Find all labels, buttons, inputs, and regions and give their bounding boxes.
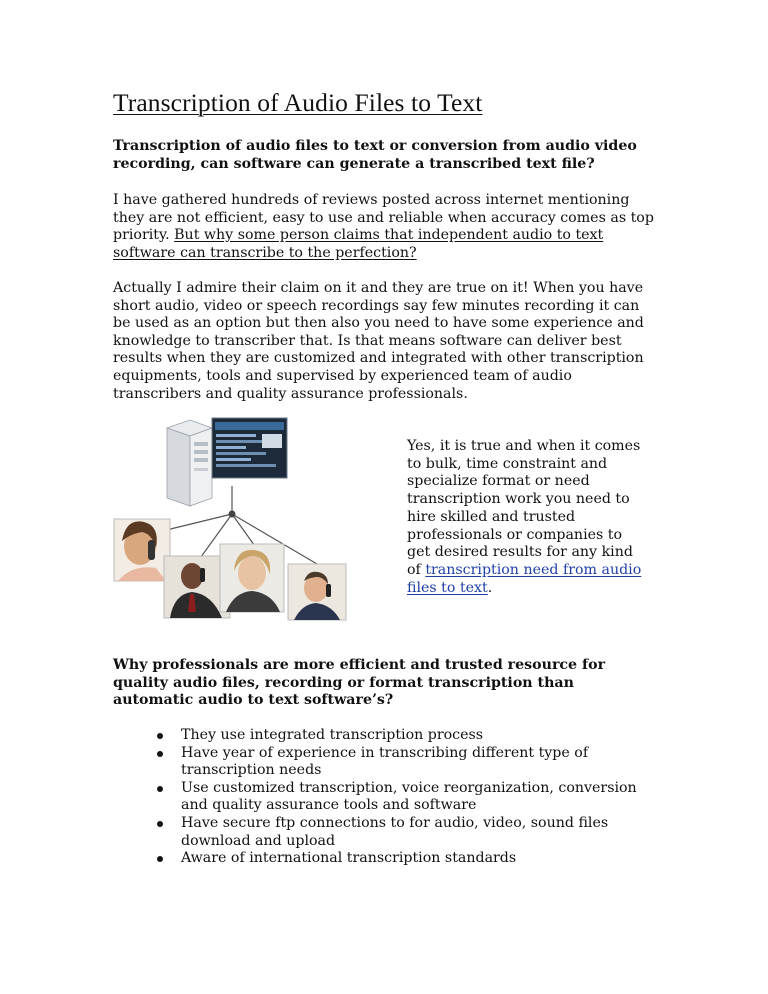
list-item-text: Have secure ftp connections to for audio, video, sound files download and upload xyxy=(181,814,609,849)
person-photo-4 xyxy=(288,564,346,620)
list-item xyxy=(155,745,660,780)
bullet-icon xyxy=(157,821,163,827)
transcription-network-illustration xyxy=(112,416,352,621)
person-photo-1 xyxy=(114,519,170,581)
list-item-text: Aware of international transcription standards xyxy=(181,850,517,867)
paragraph-claim: Actually I admire their claim on it and they are true on it! When you have short audio, video or speech recordings say few minutes recording it can be used as an option but then also you need to have some experience and knowledge to transcriber that. Is that means software can deliver best results when they are customized and integrated with other transcription equipments, tools and supervised by experienced team of audio transcribers and quality assurance professionals. xyxy=(113,280,644,402)
section-heading: Why professionals are more efficient and trusted resource for quality audio files, recording or format transcription than automatic audio to text software’s? xyxy=(113,657,606,709)
list-item xyxy=(155,850,660,868)
side-paragraph xyxy=(407,438,642,597)
side-paragraph-text: Yes, it is true and when it comes to bulk, time constraint and specialize format or need transcription work you need to hire skilled and trusted professionals or companies to get desired results for any kind of xyxy=(407,438,641,578)
list-item-text: Use customized transcription, voice reorganization, conversion and quality assurance tools and software xyxy=(181,779,637,814)
server-tower-icon xyxy=(167,420,212,506)
transcription-link[interactable]: transcription need from audio files to text xyxy=(407,561,642,596)
monitor-screen-icon xyxy=(212,418,287,478)
intro-heading: Transcription of audio files to text or conversion from audio video recording, can software can generate a transcribed text file? xyxy=(113,138,637,172)
paragraph-reviews-text: I have gathered hundreds of reviews posted across internet mentioning they are not efficient, easy to use and reliable when accuracy comes as top priority. xyxy=(113,192,654,244)
side-paragraph-end: . xyxy=(487,579,493,596)
list-item xyxy=(155,815,660,850)
bullet-icon xyxy=(157,856,163,862)
bullet-icon xyxy=(157,751,163,757)
person-photo-3 xyxy=(220,544,284,612)
reasons-list xyxy=(155,727,660,868)
list-item-text: They use integrated transcription process xyxy=(181,727,484,743)
bullet-icon xyxy=(157,733,163,739)
list-item-text: Have year of experience in transcribing different type of transcription needs xyxy=(181,744,589,779)
network-hub-icon xyxy=(229,511,236,518)
list-item xyxy=(155,727,660,745)
paragraph-reviews-underlined: But why some person claims that independent audio to text software can transcribe to the perfection? xyxy=(113,227,604,261)
paragraph-reviews xyxy=(113,192,658,262)
page-title: Transcription of Audio Files to Text xyxy=(113,88,483,117)
bullet-icon xyxy=(157,786,163,792)
list-item xyxy=(155,780,660,815)
